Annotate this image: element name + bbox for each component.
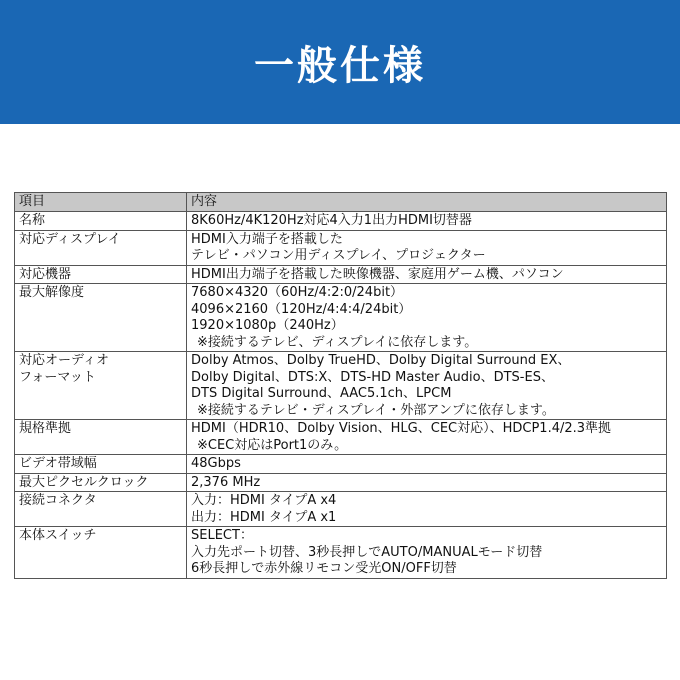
- spec-value-cell: [187, 455, 667, 474]
- spec-value-line: 6秒長押しで赤外線リモコン受光ON/OFF切替: [191, 561, 457, 576]
- spec-note-line: ※CEC対応はPort1のみ。: [197, 437, 348, 453]
- table-row: [15, 284, 667, 352]
- spec-name-cell: [15, 212, 187, 231]
- table-body: [15, 212, 667, 579]
- spec-name-cell: [15, 455, 187, 474]
- spec-name-line: 対応ディスプレイ: [19, 231, 121, 247]
- spec-value-line: HDMI入力端子を搭載した: [191, 231, 343, 247]
- spec-value-cell: [187, 212, 667, 231]
- header-item: 項目: [15, 193, 187, 212]
- spec-name-line: 接続コネクタ: [19, 493, 97, 508]
- spec-value-cell: [187, 473, 667, 492]
- table-row: [15, 492, 667, 527]
- spec-note-line: ※接続するテレビ・ディスプレイ・外部アンプに依存します。: [197, 402, 555, 418]
- table-row: [15, 230, 667, 265]
- spec-name-line: 最大解像度: [19, 285, 85, 300]
- page-title: 一般仕様: [254, 42, 426, 89]
- spec-name-cell: [15, 527, 187, 579]
- spec-value-line: HDMI（HDR10、Dolby Vision、HLG、CEC対応）、HDCP1.4/2.3準拠: [191, 421, 612, 436]
- spec-value-cell: [187, 420, 667, 455]
- spec-name-line: 対応オーディオ: [19, 353, 109, 368]
- spec-value-line: 入力：HDMI タイプA x4: [191, 493, 337, 508]
- spec-value-cell: [187, 265, 667, 284]
- spec-name-cell: [15, 420, 187, 455]
- spec-name-cell: [15, 265, 187, 284]
- spec-value-line: HDMI出力端子を搭載した映像機器、家庭用ゲーム機、パソコン: [191, 266, 564, 282]
- table-row: [15, 455, 667, 474]
- spec-name-cell: [15, 473, 187, 492]
- spec-value-line: 7680×4320（60Hz/4:2:0/24bit）: [191, 285, 404, 300]
- spec-name-cell: [15, 230, 187, 265]
- spec-value-cell: [187, 527, 667, 579]
- title-banner: [0, 0, 680, 124]
- spec-value-line: 8K60Hz/4K120Hz対応4入力1出力HDMI切替器: [191, 213, 472, 228]
- spec-name-line: フォーマット: [19, 369, 96, 385]
- spec-value-line: DTS Digital Surround、AAC5.1ch、LPCM: [191, 386, 452, 401]
- spec-value-line: 48Gbps: [191, 456, 241, 471]
- spec-value-cell: [187, 284, 667, 352]
- table-row: [15, 352, 667, 420]
- table-row: [15, 420, 667, 455]
- spec-name-cell: [15, 492, 187, 527]
- spec-value-line: SELECT：: [191, 528, 253, 543]
- spec-value-cell: [187, 352, 667, 420]
- spec-value-line: 2,376 MHz: [191, 474, 261, 490]
- table-row: [15, 212, 667, 231]
- spec-name-line: 規格準拠: [19, 421, 72, 436]
- table-row: [15, 265, 667, 284]
- spec-note-line: ※接続するテレビ、ディスプレイに依存します。: [197, 334, 478, 350]
- spec-name-cell: [15, 352, 187, 420]
- spec-name-cell: [15, 284, 187, 352]
- spec-value-line: 出力：HDMI タイプA x1: [191, 509, 337, 525]
- spec-value-line: 入力先ポート切替、3秒長押しでAUTO/MANUALモード切替: [191, 544, 543, 560]
- spec-value-cell: [187, 492, 667, 527]
- spec-value-cell: [187, 230, 667, 265]
- spec-table: [14, 192, 667, 579]
- spec-value-line: Dolby Atmos、Dolby TrueHD、Dolby Digital Surround EX、: [191, 353, 571, 368]
- table-row: [15, 527, 667, 579]
- spec-name-line: 最大ピクセルクロック: [19, 474, 149, 490]
- header-content: 内容: [187, 193, 667, 212]
- spec-name-line: 名称: [19, 213, 46, 228]
- spec-value-line: テレビ・パソコン用ディスプレイ、プロジェクター: [191, 248, 486, 263]
- spec-value-line: 1920×1080p（240Hz）: [191, 318, 344, 333]
- spec-name-line: 本体スイッチ: [19, 528, 97, 543]
- spec-name-line: 対応機器: [19, 266, 72, 282]
- table-header-row: [15, 193, 667, 212]
- spec-name-line: ビデオ帯域幅: [19, 456, 97, 471]
- table-row: [15, 473, 667, 492]
- spec-value-line: Dolby Digital、DTS:X、DTS-HD Master Audio、DTS-ES、: [191, 369, 554, 385]
- spec-value-line: 4096×2160（120Hz/4:4:4/24bit）: [191, 301, 412, 317]
